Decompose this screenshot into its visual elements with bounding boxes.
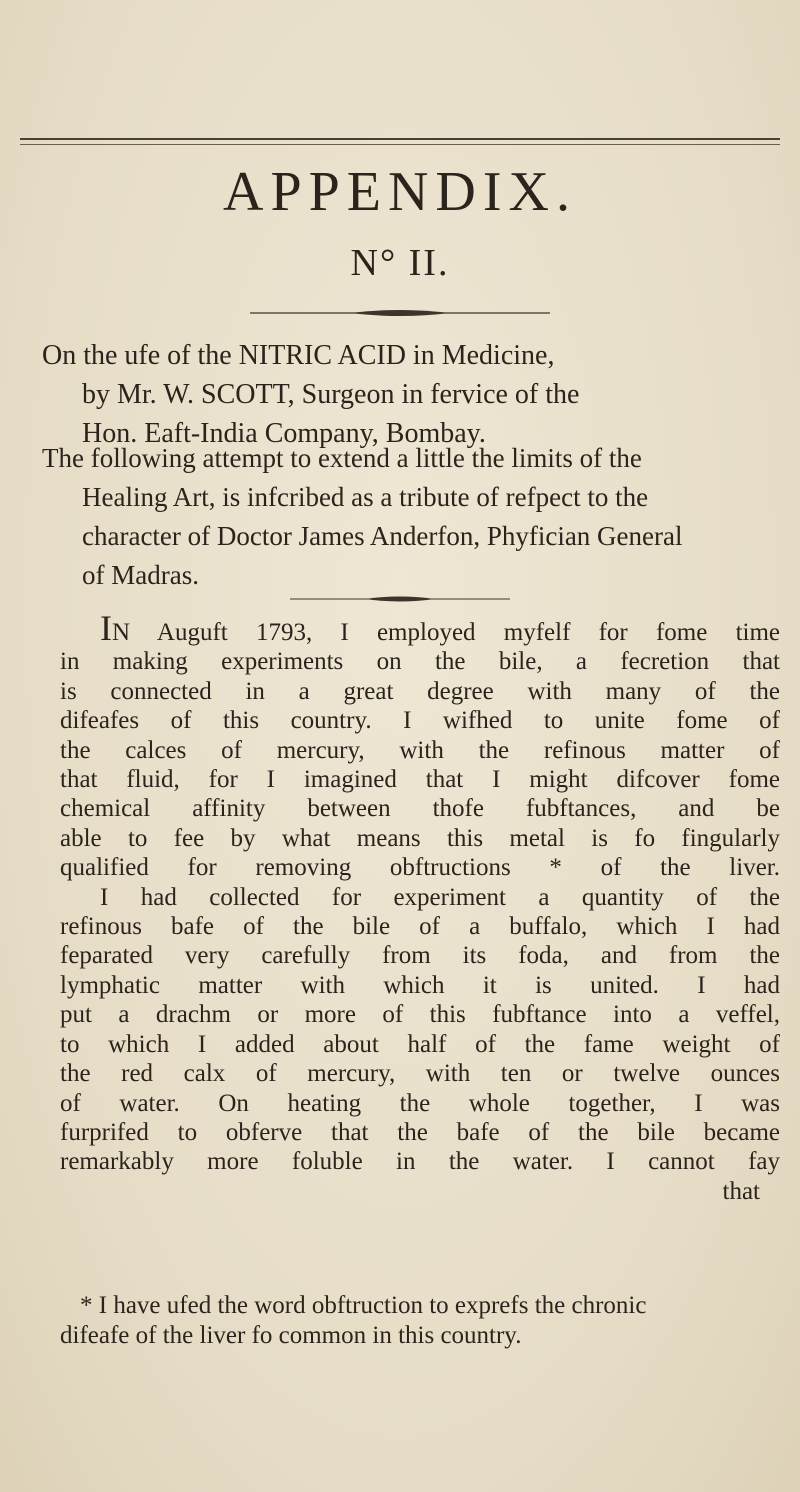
appendix-title: APPENDIX.: [223, 161, 577, 223]
body-line: qualified for removing obftructions * of the liver.: [60, 854, 780, 882]
ornamental-rule: [250, 308, 550, 318]
body-line: feparated very carefully from its foda, and from the: [60, 942, 780, 970]
body-line: in making experiments on the bile, a fecretion that: [60, 648, 780, 676]
body-line: chemical affinity between thofe fubftances, and be: [60, 795, 780, 823]
body-line: furprifed to obferve that the bafe of the bile became: [60, 1118, 780, 1146]
footnote: [60, 1291, 780, 1351]
body-line-text: N Auguft 1793, I employed myfelf for fome time: [112, 619, 780, 646]
body-line: [60, 608, 780, 648]
drop-cap: I: [100, 608, 112, 648]
body-line: to which I added about half of the fame weight of: [60, 1030, 780, 1058]
body-line: refinous bafe of the bile of a buffalo, which I had: [60, 913, 780, 941]
heading-line: Hon. Eaft-India Company, Bombay.: [82, 418, 486, 449]
body-line: I had collected for experiment a quantity of the: [100, 883, 780, 911]
dedication-line: character of Doctor James Anderfon, Phyfician General: [82, 521, 683, 551]
footnote-line: difeafe of the liver fo common in this country.: [60, 1322, 522, 1349]
catchword: that: [722, 1177, 760, 1205]
body-line: is connected in a great degree with many of the: [60, 677, 780, 705]
dedication-line: of Madras.: [82, 560, 199, 590]
body-line: lymphatic matter with which it is united. I had: [60, 971, 780, 999]
body-line: the red calx of mercury, with ten or twelve ounces: [60, 1060, 780, 1088]
heading-line: On the ufe of the NITRIC ACID in Medicine,: [42, 340, 555, 371]
body-line: able to fee by what means this metal is fo fingularly: [60, 824, 780, 852]
heading-line: by Mr. W. SCOTT, Surgeon in fervice of the: [82, 379, 580, 410]
body-line: that fluid, for I imagined that I might difcover fome: [60, 766, 780, 794]
body-line: remarkably more foluble in the water. I cannot fay: [60, 1148, 780, 1176]
footnote-line: * I have ufed the word obftruction to exprefs the chronic: [80, 1292, 647, 1319]
dedication-line: Healing Art, is infcribed as a tribute of refpect to the: [82, 482, 649, 512]
body-line: the calces of mercury, with the refinous matter of: [60, 736, 780, 764]
article-heading: [42, 336, 782, 453]
top-rule: [20, 138, 780, 145]
body-line: of water. On heating the whole together, I was: [60, 1089, 780, 1117]
ornamental-rule: [290, 594, 510, 604]
body-line: difeafes of this country. I wifhed to unite fome of: [60, 707, 780, 735]
appendix-number: N° II.: [350, 242, 450, 284]
body-line: put a drachm or more of this fubftance into a veffel,: [60, 1001, 780, 1029]
dedication-line: The following attempt to extend a little the limits of the: [42, 443, 642, 473]
body-text: [60, 608, 780, 1206]
dedication: [42, 439, 782, 595]
